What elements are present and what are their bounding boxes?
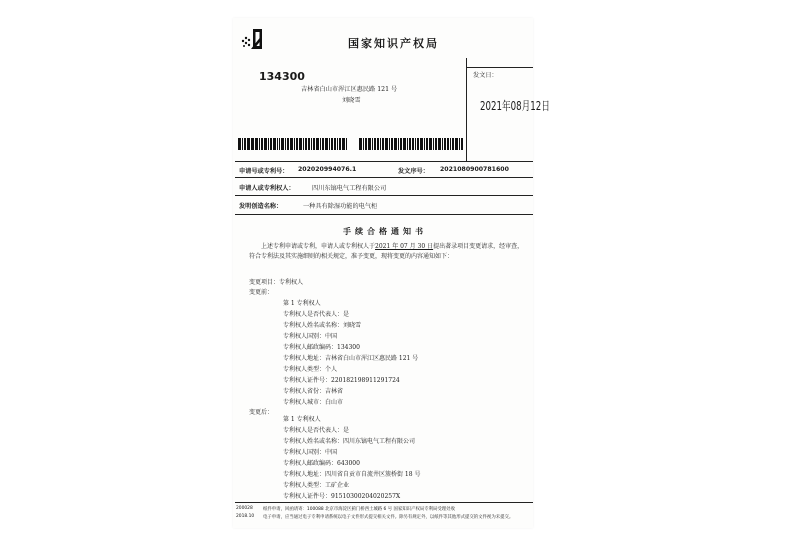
row-divider xyxy=(235,161,533,162)
date-divider xyxy=(466,67,533,68)
barcode-bar xyxy=(313,138,315,150)
serial-no-label: 发文序号： xyxy=(398,168,429,175)
notice-title: 手续合格通知书 xyxy=(343,227,427,236)
notice-text-before: 上述专利申请或专利，申请人或专利权人于 xyxy=(261,243,376,250)
after-line: 专利权人是否代表人：是 xyxy=(283,427,350,434)
barcode-bar xyxy=(391,138,393,150)
barcode-bar xyxy=(273,138,276,150)
after-line: 专利权人证件号：91510300204020257X xyxy=(283,493,401,500)
barcode-bar xyxy=(374,138,376,150)
barcode-bar xyxy=(455,138,458,150)
before-line: 专利权人城市：白山市 xyxy=(283,399,344,406)
barcode-bar xyxy=(380,138,381,150)
notice-filed-date: 2021 年 07 月 30 日 xyxy=(375,243,434,250)
notice-text-after: 提出著录项目变更请求，经审查，符合专利法及其实施细则的相关规定，准予变更，现将变更的内容通知如下： xyxy=(249,243,524,260)
mailing-address: 吉林省白山市浑江区惠民路 121 号 xyxy=(301,86,398,93)
form-code: 200028 xyxy=(236,506,253,511)
barcode-bar xyxy=(296,138,298,150)
barcode-bar xyxy=(287,138,289,150)
footer-divider xyxy=(235,502,533,503)
barcode-bar xyxy=(337,138,338,150)
barcode-bar xyxy=(368,138,371,150)
barcode-bar xyxy=(244,138,246,150)
barcode-bar xyxy=(363,138,364,150)
barcode-bar xyxy=(407,138,408,150)
dispatch-date-label: 发文日： xyxy=(473,72,498,79)
barcode-bar xyxy=(277,138,278,150)
barcode-bar xyxy=(342,138,345,150)
barcode-bar xyxy=(252,138,254,150)
barcode-bar xyxy=(409,138,411,150)
barcode-bar xyxy=(290,138,293,150)
barcode-bar xyxy=(459,138,460,150)
cnipa-logo-icon xyxy=(240,27,266,51)
barcode-bar xyxy=(305,138,307,150)
barcode-bar xyxy=(259,138,260,150)
barcode-bar xyxy=(294,138,295,150)
barcode-bar xyxy=(264,138,267,150)
after-line: 专利权人邮政编码：643000 xyxy=(283,460,360,467)
barcode-bar xyxy=(255,138,258,150)
barcode-bar xyxy=(242,138,243,150)
barcode-bar xyxy=(398,138,399,150)
barcode-bar xyxy=(415,138,416,150)
after-line: 专利权人国别：中国 xyxy=(283,449,338,456)
barcode-bar xyxy=(442,138,443,150)
after-line: 第 1 专利权人 xyxy=(283,416,321,423)
barcode-bar xyxy=(268,138,269,150)
barcode-bar xyxy=(285,138,286,150)
barcode-bar xyxy=(452,138,454,150)
barcode-bar xyxy=(238,138,241,150)
barcode-bar xyxy=(339,138,341,150)
barcode-bar xyxy=(279,138,281,150)
barcode-bar xyxy=(389,138,390,150)
before-label: 变更前： xyxy=(249,289,274,296)
serial-no: 2021080900781600 xyxy=(440,166,509,173)
barcode-bar xyxy=(334,138,337,150)
barcode-bar xyxy=(435,138,437,150)
office-title: 国家知识产权局 xyxy=(348,37,439,50)
before-line: 专利权人省份：吉林省 xyxy=(283,388,344,395)
barcode-bar xyxy=(450,138,451,150)
barcode-bar xyxy=(311,138,312,150)
footer-line-1: 纸件申请，回函请寄：100088 北京市海淀区蓟门桥西土城路 6 号 国家知识产权局专利局受理处收 xyxy=(263,507,455,512)
barcode-bar xyxy=(403,138,406,150)
barcode-bar xyxy=(412,138,415,150)
barcode-bar xyxy=(424,138,425,150)
notice-paragraph xyxy=(249,242,525,262)
notice-document xyxy=(233,18,533,528)
after-line: 专利权人地址：四川省自贡市自流井区簇桥街 18 号 xyxy=(283,471,421,478)
before-line: 专利权人类型：个人 xyxy=(283,366,338,373)
after-line: 专利权人姓名或名称：四川东镐电气工程有限公司 xyxy=(283,438,416,445)
row-divider xyxy=(235,195,533,196)
barcode-bar xyxy=(461,138,463,150)
barcode-bar xyxy=(420,138,423,150)
barcode-bar xyxy=(251,138,252,150)
invention-title: 一种具有除湿功能的电气柜 xyxy=(303,203,378,210)
barcode-left xyxy=(238,138,348,150)
mailing-recipient: 刘晓雪 xyxy=(342,97,361,104)
after-line: 专利权人类型：工矿企业 xyxy=(283,482,350,489)
barcode-bar xyxy=(433,138,434,150)
barcode-bar xyxy=(385,138,388,150)
barcode-bar xyxy=(394,138,397,150)
barcode-bar xyxy=(303,138,304,150)
barcode-bar xyxy=(322,138,324,150)
before-line: 专利权人是否代表人：是 xyxy=(283,311,350,318)
barcode-bar xyxy=(247,138,250,150)
barcode-bar xyxy=(365,138,367,150)
mailing-postcode: 134300 xyxy=(259,70,305,83)
form-date: 2018.10 xyxy=(236,514,255,519)
barcode-bar xyxy=(426,138,428,150)
application-no-label: 申请号或专利号： xyxy=(239,168,289,175)
barcode-bar xyxy=(281,138,284,150)
barcode-right xyxy=(359,138,464,150)
barcode-bar xyxy=(359,138,362,150)
before-line: 专利权人地址：吉林省白山市浑江区惠民路 121 号 xyxy=(283,355,419,362)
row-divider xyxy=(235,177,533,178)
before-line: 专利权人国别：中国 xyxy=(283,333,338,340)
footer-line-2: 电子申请，应当通过电子专利申请系统以电子文件形式提交相关文件。除另有规定外，以纸件等其他形式提交的文件视为未提交。 xyxy=(263,515,514,520)
barcode-bar xyxy=(438,138,441,150)
barcode-bar xyxy=(377,138,380,150)
barcode-bar xyxy=(325,138,328,150)
barcode-bar xyxy=(316,138,319,150)
row-divider xyxy=(235,214,533,215)
application-no: 202020994076.1 xyxy=(298,166,357,173)
barcode-bar xyxy=(331,138,333,150)
barcode-bar xyxy=(447,138,450,150)
before-line: 第 1 专利权人 xyxy=(283,300,321,307)
before-line: 专利权人证件号：220182198911291724 xyxy=(283,377,400,384)
applicant-name: 四川东镐电气工程有限公司 xyxy=(312,185,387,192)
column-divider xyxy=(466,58,467,161)
barcode-bar xyxy=(299,138,302,150)
barcode-bar xyxy=(429,138,432,150)
barcode-bar xyxy=(320,138,321,150)
change-item-label: 变更项目：专利权人 xyxy=(249,279,304,286)
dispatch-date: 2021年08月12日 xyxy=(480,99,550,113)
applicant-label: 申请人或专利权人： xyxy=(239,185,295,192)
barcode-bar xyxy=(400,138,402,150)
barcode-bar xyxy=(382,138,384,150)
barcode-bar xyxy=(261,138,263,150)
after-label: 变更后： xyxy=(249,409,274,416)
barcode-bar xyxy=(329,138,330,150)
barcode-bar xyxy=(417,138,419,150)
barcode-bar xyxy=(308,138,311,150)
before-line: 专利权人邮政编码：134300 xyxy=(283,344,360,351)
before-line: 专利权人姓名或名称：刘晓雪 xyxy=(283,322,362,329)
barcode-bar xyxy=(346,138,347,150)
barcode-bar xyxy=(444,138,446,150)
invention-title-label: 发明创造名称： xyxy=(239,203,283,210)
barcode-bar xyxy=(270,138,272,150)
barcode-bar xyxy=(372,138,373,150)
